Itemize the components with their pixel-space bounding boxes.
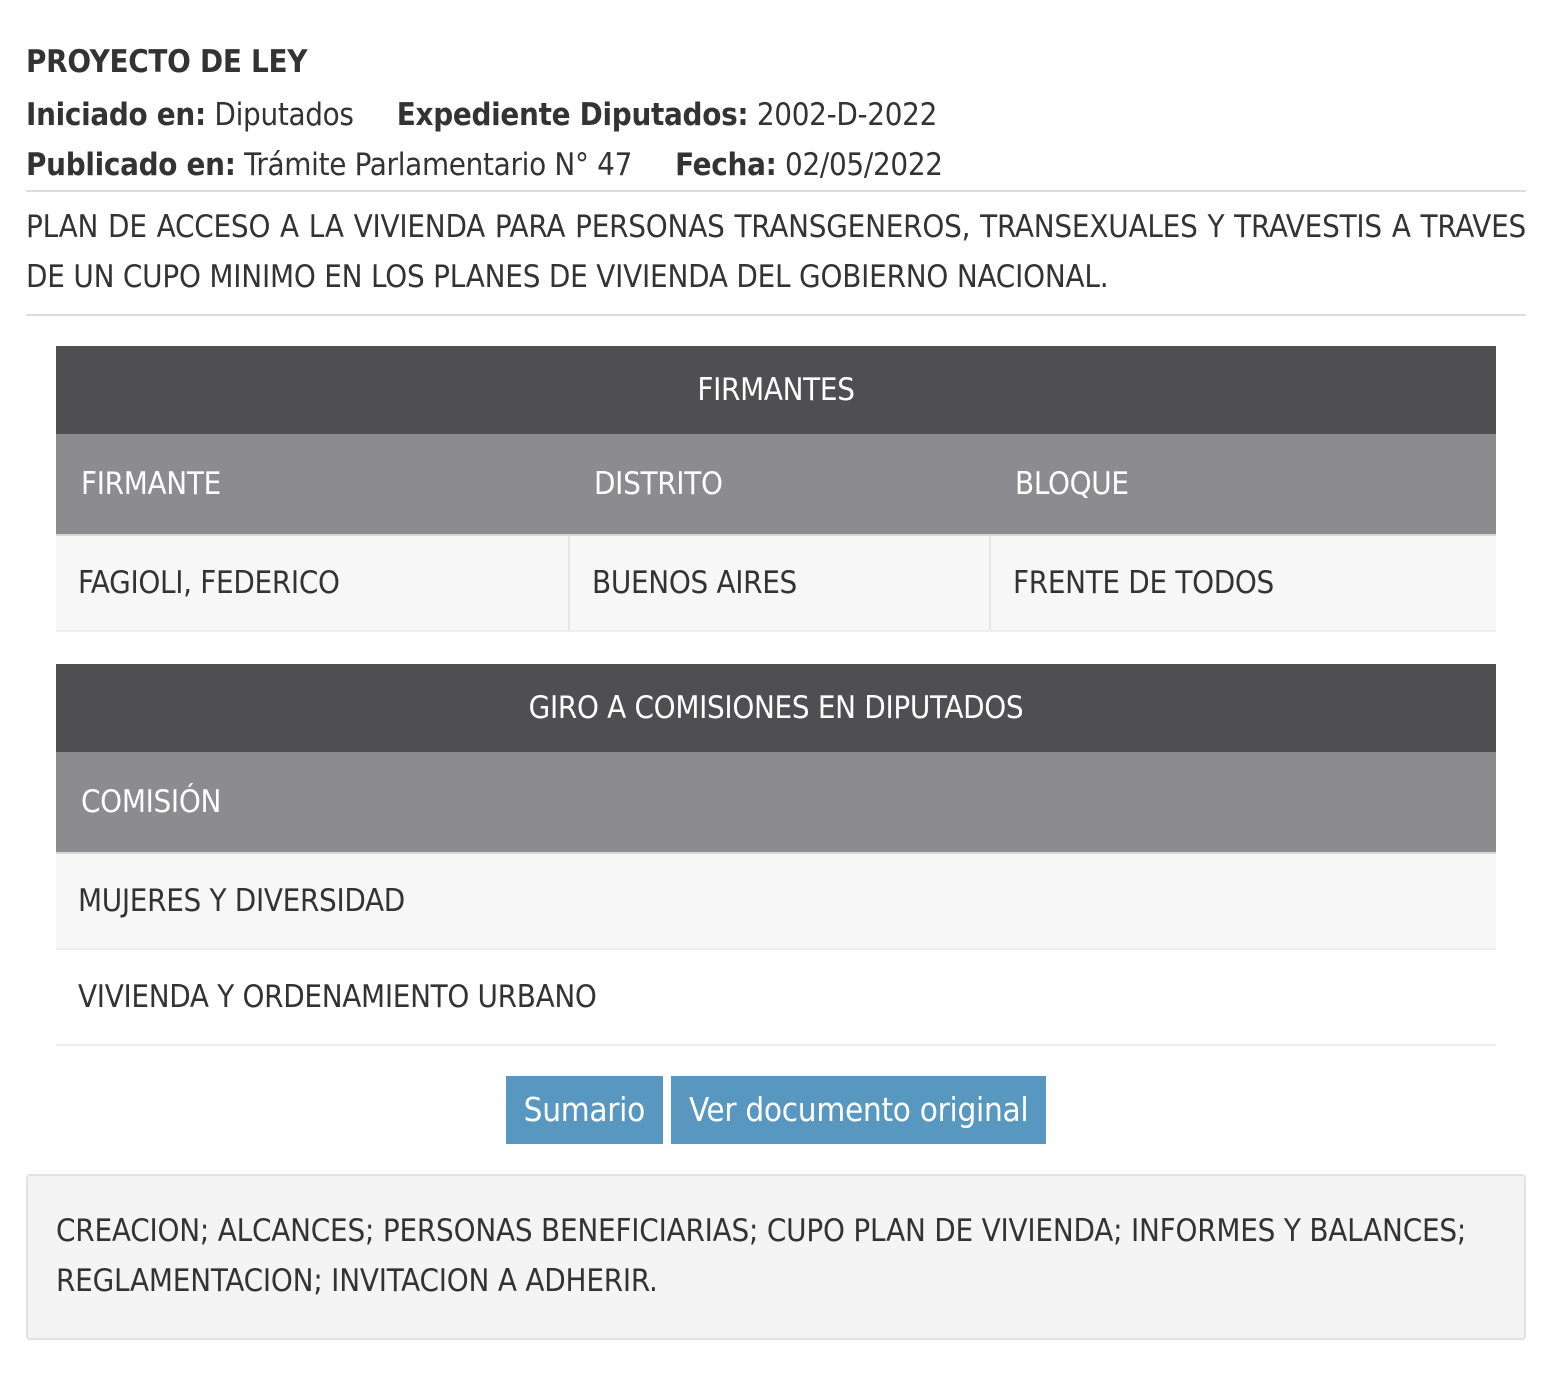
iniciado-label: Iniciado en: [26,97,206,133]
column-header-distrito: DISTRITO [569,434,990,535]
distrito-cell: BUENOS AIRES [569,535,990,631]
summary-panel: CREACION; ALCANCES; PERSONAS BENEFICIARIAS; CUPO PLAN DE VIVIENDA; INFORMES Y BALANCES; REGLAMENTACION; INVITACION A ADHERIR. [26,1174,1526,1340]
column-header-comision: COMISIÓN [56,752,1496,853]
firmantes-section [56,346,1496,632]
table-row [56,949,1496,1045]
expediente-value: 2002-D-2022 [756,97,938,133]
comisiones-caption: GIRO A COMISIONES EN DIPUTADOS [56,664,1496,752]
action-buttons [26,1076,1526,1144]
publicado-value: Trámite Parlamentario N° 47 [244,147,633,183]
firmantes-table [56,346,1496,632]
firmante-cell: FAGIOLI, FEDERICO [56,535,569,631]
table-row [56,853,1496,949]
bill-detail [26,30,1526,1340]
sumario-button[interactable]: Sumario [506,1076,663,1144]
document-type: PROYECTO DE LEY [26,44,308,80]
comisiones-table [56,664,1496,1046]
view-original-document-button[interactable]: Ver documento original [671,1076,1046,1144]
table-row [56,535,1496,631]
comision-cell: VIVIENDA Y ORDENAMIENTO URBANO [56,949,1496,1045]
fecha-value: 02/05/2022 [785,147,943,183]
bloque-cell: FRENTE DE TODOS [990,535,1496,631]
firmantes-caption: FIRMANTES [56,346,1496,434]
comision-cell: MUJERES Y DIVERSIDAD [56,853,1496,949]
expediente-label: Expediente Diputados: [396,97,749,133]
bill-title: PLAN DE ACCESO A LA VIVIENDA PARA PERSONAS TRANSGENEROS, TRANSEXUALES Y TRAVESTIS A TRAVES DE UN CUPO MINIMO EN LOS PLANES DE VIVIENDA DEL GOBIERNO NACIONAL. [26,209,1526,295]
comisiones-section [56,664,1496,1046]
column-header-bloque: BLOQUE [990,434,1496,535]
publication-line [26,140,1526,190]
column-header-firmante: FIRMANTE [56,434,569,535]
publicado-label: Publicado en: [26,147,236,183]
fecha-label: Fecha: [675,147,777,183]
origin-line [26,90,1526,140]
iniciado-value: Diputados [214,97,354,133]
divider [26,314,1526,316]
